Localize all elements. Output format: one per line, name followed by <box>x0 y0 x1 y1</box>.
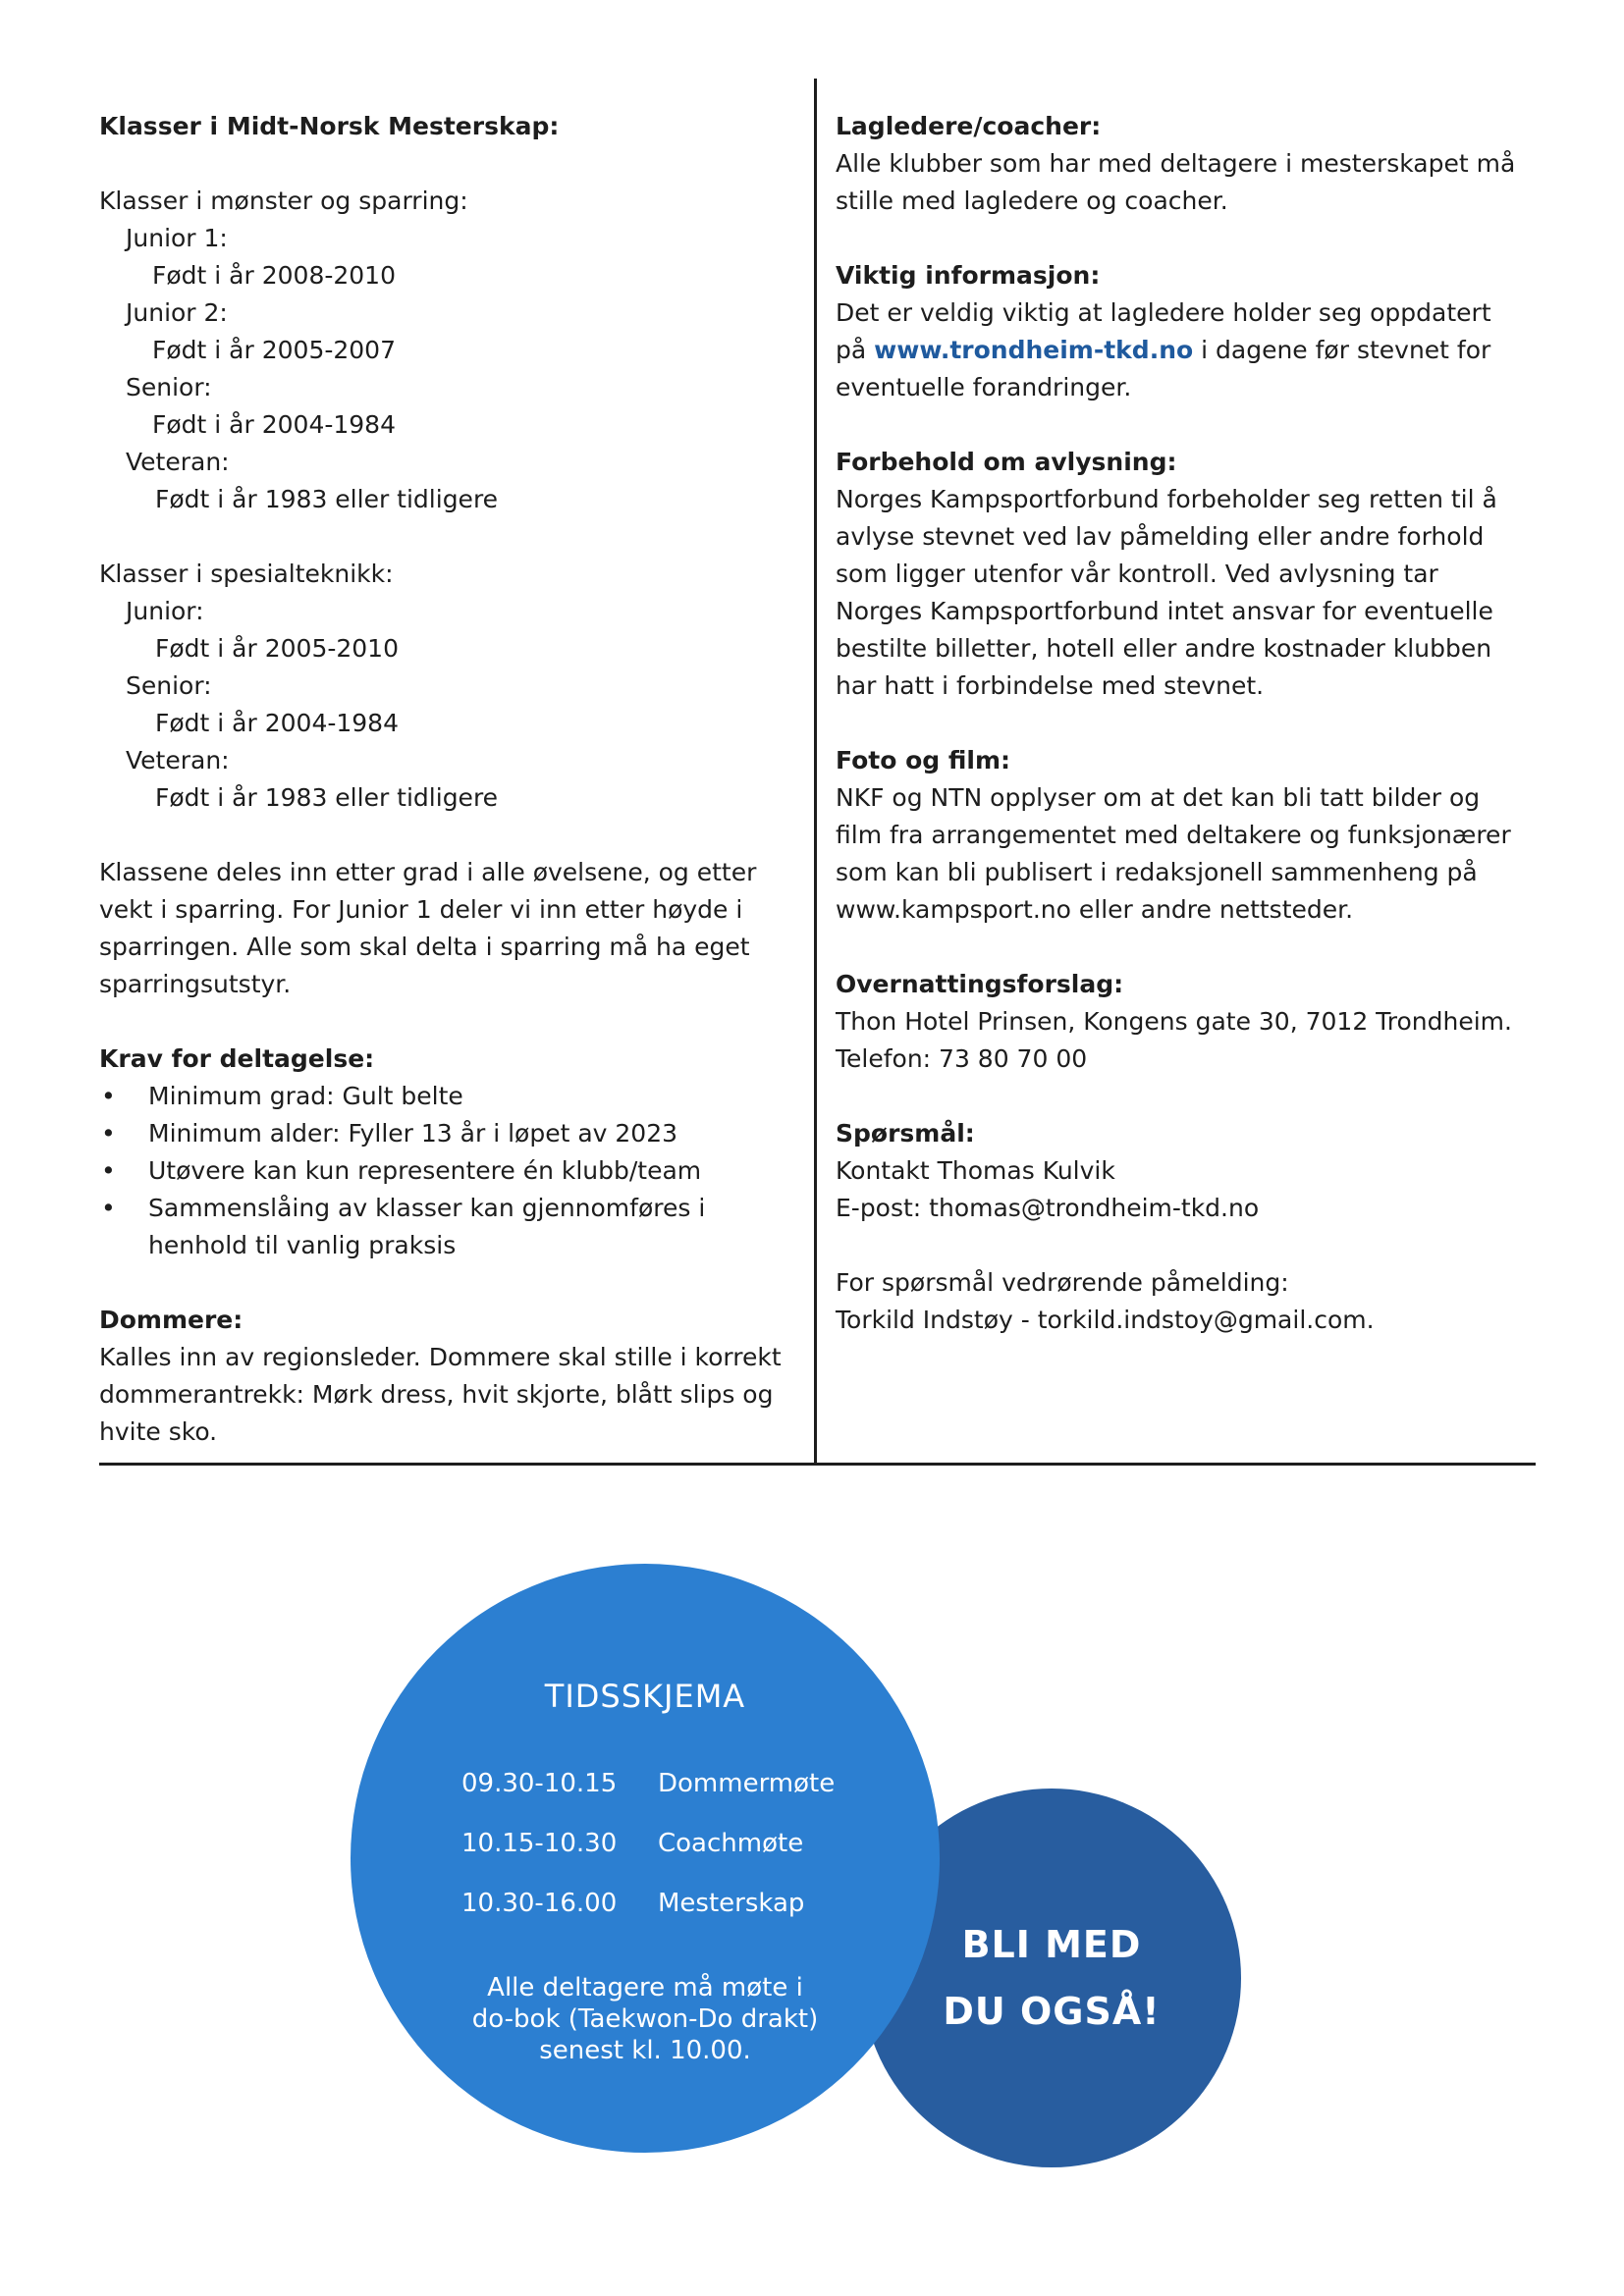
list-item: • Utøvere kan kun representere én klubb/team <box>99 1152 786 1190</box>
paragraph-line: Norges Kampsportforbund forbeholder seg retten til å <box>836 485 1497 513</box>
schedule-time: 10.30-16.00 <box>461 1889 618 1918</box>
class-born: Født i år 1983 eller tidligere <box>155 485 499 513</box>
paragraph-line: film fra arrangementet med deltakere og funksjonærer <box>836 821 1511 849</box>
paragraph-line: Norges Kampsportforbund intet ansvar for eventuelle <box>836 597 1493 625</box>
important-heading: Viktig informasjon: <box>836 261 1101 290</box>
paragraph-line: Kontakt Thomas Kulvik <box>836 1156 1115 1185</box>
list-item: • Minimum alder: Fyller 13 år i løpet av 2023 <box>99 1115 786 1152</box>
schedule-time: 10.15-10.30 <box>461 1829 618 1858</box>
paragraph-line: hvite sko. <box>99 1417 218 1446</box>
schedule-title: TIDSSKJEMA <box>544 1678 746 1715</box>
class-born: Født i år 2005-2010 <box>155 634 399 663</box>
paragraph-line: dommerantrekk: Mørk dress, hvit skjorte, blått slips og <box>99 1380 774 1409</box>
class-name: Senior: <box>126 671 212 700</box>
division-paragraph <box>99 854 786 1003</box>
schedule-event: Mesterskap <box>658 1889 805 1918</box>
pattern-sparring-title: Klasser i mønster og sparring: <box>99 187 468 215</box>
classes-heading: Klasser i Midt-Norsk Mesterskap: <box>99 112 560 140</box>
schedule-event: Coachmøte <box>658 1829 804 1858</box>
leaders-heading: Lagledere/coacher: <box>836 112 1102 140</box>
schedule-time: 09.30-10.15 <box>461 1769 618 1798</box>
paragraph-line: Kalles inn av regionsleder. Dommere skal stille i korrekt <box>99 1343 782 1371</box>
judges-heading: Dommere: <box>99 1306 244 1334</box>
paragraph-line: som ligger utenfor vår kontroll. Ved avlysning tar <box>836 560 1438 588</box>
class-name: Junior 2: <box>126 298 228 327</box>
schedule-event: Dommermøte <box>658 1769 836 1798</box>
class-name: Junior: <box>126 597 204 625</box>
schedule-circle <box>351 1564 940 2153</box>
left-column <box>99 108 786 1451</box>
class-born: Født i år 2004-1984 <box>152 410 396 439</box>
right-column <box>836 108 1552 1339</box>
class-name: Junior 1: <box>126 224 228 252</box>
section-divider <box>99 1463 1536 1466</box>
judges-paragraph <box>99 1339 786 1451</box>
website-link[interactable]: www.trondheim-tkd.no <box>874 336 1194 364</box>
contact-email: E-post: thomas@trondheim-tkd.no <box>836 1194 1260 1222</box>
paragraph-line: bestilte billetter, hotell eller andre kostnader klubben <box>836 634 1492 663</box>
paragraph-line: eventuelle forandringer. <box>836 373 1132 401</box>
registration-contact: Torkild Indstøy - torkild.indstoy@gmail.com. <box>836 1306 1375 1334</box>
list-item: • Sammenslåing av klasser kan gjennomføres i henhold til vanlig praksis <box>99 1190 786 1264</box>
paragraph-line: avlyse stevnet ved lav påmelding eller andre forhold <box>836 522 1485 551</box>
accommodation-heading: Overnattingsforslag: <box>836 970 1124 998</box>
paragraph-line: Klassene deles inn etter grad i alle øvelsene, og etter <box>99 858 757 886</box>
paragraph-line: Telefon: 73 80 70 00 <box>836 1044 1088 1073</box>
schedule-row <box>461 1828 913 1859</box>
cancellation-heading: Forbehold om avlysning: <box>836 448 1177 476</box>
requirements-heading: Krav for deltagelse: <box>99 1044 375 1073</box>
list-item: • Minimum grad: Gult belte <box>99 1078 786 1115</box>
class-born: Født i år 2004-1984 <box>155 709 399 737</box>
paragraph-line: Thon Hotel Prinsen, Kongens gate 30, 7012 Trondheim. <box>836 1007 1512 1036</box>
class-born: Født i år 2005-2007 <box>152 336 396 364</box>
paragraph-line: sparringsutstyr. <box>99 970 292 998</box>
paragraph-line: på www.trondheim-tkd.no i dagene før stevnet for <box>836 336 1491 364</box>
special-title: Klasser i spesialteknikk: <box>99 560 394 588</box>
paragraph-line: sparringen. Alle som skal delta i sparring må ha eget <box>99 933 750 961</box>
schedule-row <box>461 1888 913 1919</box>
photo-heading: Foto og film: <box>836 746 1010 774</box>
paragraph-line: www.kampsport.no eller andre nettsteder. <box>836 895 1354 924</box>
class-name: Veteran: <box>126 746 230 774</box>
paragraph-line: vekt i sparring. For Junior 1 deler vi inn etter høyde i <box>99 895 743 924</box>
paragraph-line: Alle klubber som har med deltagere i mesterskapet må <box>836 149 1516 178</box>
paragraph-line: har hatt i forbindelse med stevnet. <box>836 671 1265 700</box>
paragraph-line: Det er veldig viktig at lagledere holder seg oppdatert <box>836 298 1491 327</box>
paragraph-line: stille med lagledere og coacher. <box>836 187 1228 215</box>
class-name: Veteran: <box>126 448 230 476</box>
questions-heading: Spørsmål: <box>836 1119 975 1148</box>
class-born: Født i år 2008-2010 <box>152 261 396 290</box>
requirements-list <box>99 1078 786 1264</box>
paragraph-line: For spørsmål vedrørende påmelding: <box>836 1268 1289 1297</box>
paragraph-line: NKF og NTN opplyser om at det kan bli tatt bilder og <box>836 783 1481 812</box>
cta-text: BLI MED DU OGSÅ! <box>943 1923 1161 2033</box>
class-name: Senior: <box>126 373 212 401</box>
schedule-row <box>461 1768 913 1799</box>
paragraph-line: som kan bli publisert i redaksjonell sammenheng på <box>836 858 1478 886</box>
column-divider <box>814 79 817 1465</box>
class-born: Født i år 1983 eller tidligere <box>155 783 499 812</box>
schedule-note: Alle deltagere må møte i do-bok (Taekwon-Do drakt) senest kl. 10.00. <box>471 1973 819 2065</box>
